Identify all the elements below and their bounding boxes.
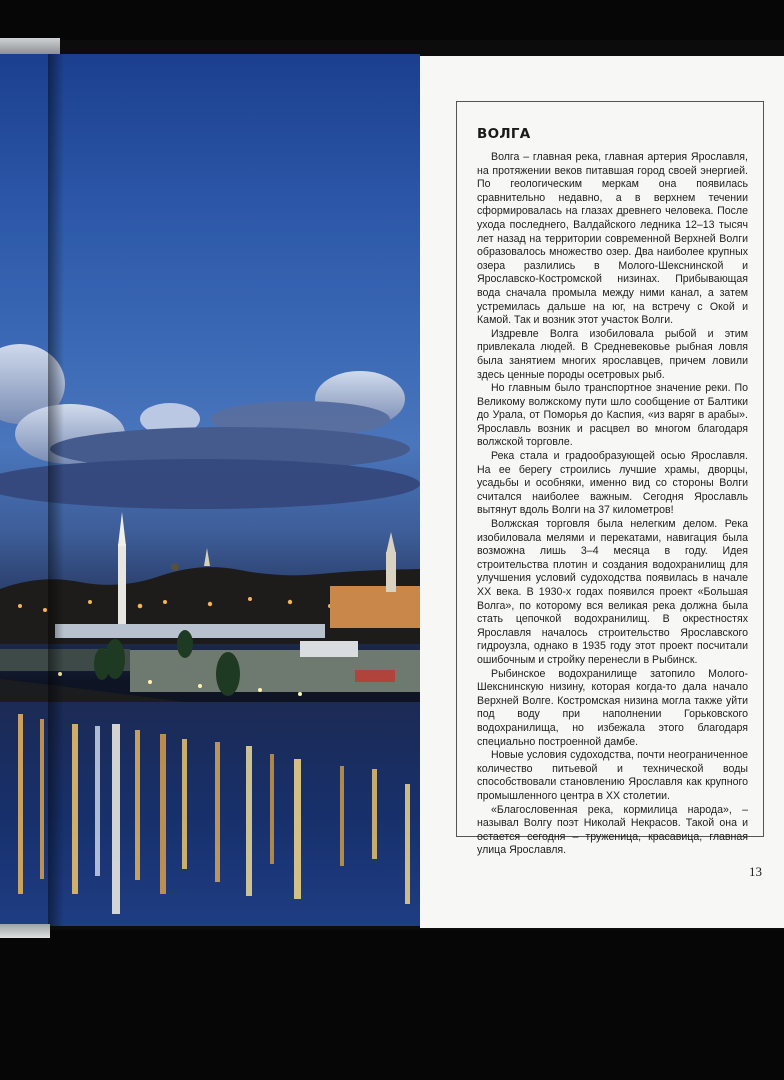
binding-edge-top [0, 38, 60, 54]
paragraph: Волжская торговля была нелегким делом. Река изобиловала мелями и перекатами, навигация была возможна лишь 3–4 месяца в году. Идея строительства плотин и создания водохранилищ для улучшения условий судоходства появилась в начале XX века. В 1930-х годах появился проект «Большая Волга», по которому вся великая река должна была стать цепочкой водохранилищ. В окрестностях Ярославля началось строительство Ярославского гидроузла, однако в 1935 году этот проект посчитали ошибочным и стройку перенесли в Рыбинск. [477, 518, 748, 666]
gutter-shadow [48, 54, 64, 926]
paragraph: Но главным было транспортное значение реки. По Великому волжскому пути шло сообщение от Балтики до Урала, от Поморья до Каспия, «из варяг в арабы». Ярославль возник и расцвел во многом благодаря волжской торговле. [477, 382, 748, 449]
paragraph: «Благословенная река, кормилица народа», – называл Волгу поэт Николай Некрасов. Такой она и остается сегодня – труженица, красавица, главная улица Ярославля. [477, 803, 748, 857]
article-title: ВОЛГА [477, 126, 531, 142]
paragraph: Рыбинское водохранилище затопило Молого-Шекснинскую низину, которая когда-то дала начало Верхней Волге. Костромская низина могла также уйти под воду при наполнении Горьковского водохранилища, но избежала этого благодаря специально построенной дамбе. [477, 667, 748, 748]
binding-edge-bottom [0, 924, 50, 938]
paragraph: Волга – главная река, главная артерия Ярославля, на протяжении веков питавшая город своей энергией. По геологическим меркам она появилась сравнительно недавно, а в верхнем течении сформировалась на глазах древнего человека. После ухода последнего, Валдайского ледника 12–13 тысяч лет назад на территории современной Верхней Волги образовалось множество озер. Два наиболее крупных озера разлились в Молого-Шекснинской и Ярославско-Костромской низинах. Прибывающая вода сначала промыла между ними канал, а затем устремилась дальше на юг, на встречу с Окой и Камой. Так и возник этот участок Волги. [477, 151, 748, 327]
paragraph: Река стала и градообразующей осью Ярославля. На ее берегу строились лучшие храмы, дворцы, усадьбы и особняки, именно вид со стороны Волги считался наиболее важным. Сегодня Ярославль вытянут вдоль Волги на 37 километров! [477, 450, 748, 517]
page-number: 13 [749, 864, 762, 879]
article-body [477, 151, 748, 858]
paragraph: Издревле Волга изобиловала рыбой и этим привлекала людей. В Средневековье рыбная ловля была занятием многих ярославцев, причем ловили здесь ценные породы осетровых рыб. [477, 327, 748, 381]
paragraph: Новые условия судоходства, почти неограниченное количество питьевой и технической воды способствовали становлению Ярославля как крупного промышленного центра в XX столетии. [477, 749, 748, 802]
